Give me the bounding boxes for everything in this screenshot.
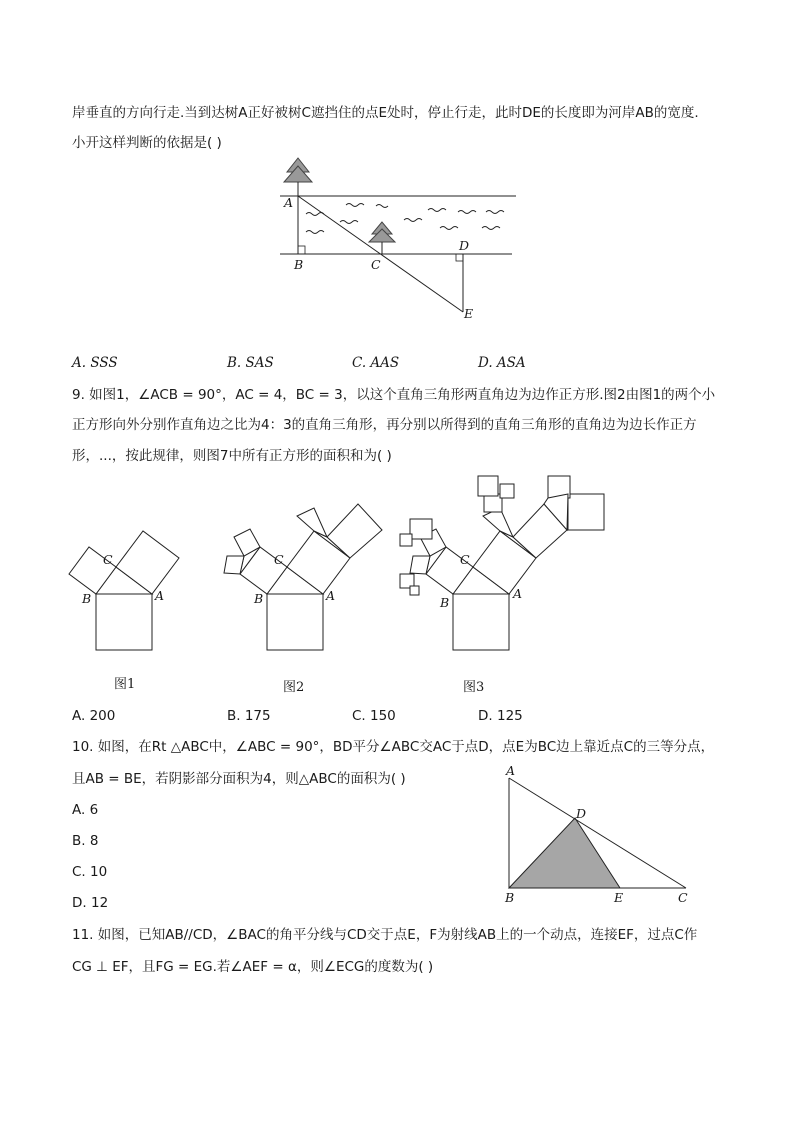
fig2-label-b: B <box>254 591 264 606</box>
q9-option-c[interactable]: C. 150 <box>352 708 396 724</box>
fig3-label-c: C <box>460 552 470 567</box>
fig2-label-a: A <box>326 588 336 603</box>
fig1-label-a: A <box>155 588 165 603</box>
q9-option-a[interactable]: A. 200 <box>72 708 116 724</box>
q8-label-c: C <box>371 257 381 272</box>
q9-text-line1: 9. 如图1，∠ACB = 90°，AC = 4，BC = 3，以这个直角三角形两直角边为边作正方形.图2由图1的两个小 <box>72 387 716 403</box>
q8-text-line1: 岸垂直的方向行走.当到达树A正好被树C遮挡住的点E处时，停止行走，此时DE的长度即为河岸AB的宽度. <box>72 105 699 121</box>
q10-label-a: A <box>506 763 516 778</box>
q10-label-e: E <box>614 890 624 905</box>
q9-option-b[interactable]: B. 175 <box>227 708 271 724</box>
q8-label-a: A <box>284 195 294 210</box>
q10-option-a[interactable]: A. 6 <box>72 802 99 818</box>
fig1-label-b: B <box>82 591 92 606</box>
figure-2-caption: 图2 <box>283 680 305 695</box>
fig3-label-b: B <box>440 595 450 610</box>
q9-text-line2: 正方形向外分别作直角边之比为4：3的直角三角形，再分别以所得到的直角三角形的直角边为边长作正方 <box>72 417 697 433</box>
fig3-label-a: A <box>513 586 523 601</box>
figure-1-caption: 图1 <box>114 677 136 692</box>
q8-text-line2: 小开这样判断的依据是( ) <box>72 135 222 151</box>
q10-label-c: C <box>678 890 688 905</box>
q10-option-d[interactable]: D. 12 <box>72 895 109 911</box>
q8-label-e: E <box>464 306 474 321</box>
q10-label-b: B <box>505 890 515 905</box>
q9-option-d[interactable]: D. 125 <box>478 708 523 724</box>
fig2-label-c: C <box>274 552 284 567</box>
shaded-triangle-bde <box>509 818 620 888</box>
q8-label-b: B <box>294 257 304 272</box>
q10-label-d: D <box>576 806 587 821</box>
q9-text-line3: 形，...，按此规律，则图7中所有正方形的面积和为( ) <box>72 448 392 464</box>
fig1-label-c: C <box>103 552 113 567</box>
q8-option-c[interactable]: C. AAS <box>352 355 400 371</box>
q10-text-line1: 10. 如图，在Rt △ABC中，∠ABC = 90°，BD平分∠ABC交AC于点D，点E为BC边上靠近点C的三等分点， <box>72 739 715 755</box>
figure-3-caption: 图3 <box>463 680 485 695</box>
q8-option-a[interactable]: A. SSS <box>72 355 118 371</box>
q8-option-d[interactable]: D. ASA <box>478 355 526 371</box>
q10-option-b[interactable]: B. 8 <box>72 833 99 849</box>
q10-text-line2: 且AB = BE，若阴影部分面积为4，则△ABC的面积为( ) <box>72 771 406 787</box>
q11-text-line1: 11. 如图，已知AB//CD，∠BAC的角平分线与CD交于点E，F为射线AB上的一个动点，连接EF，过点C作 <box>72 927 698 943</box>
q8-label-d: D <box>459 238 470 253</box>
q8-option-b[interactable]: B. SAS <box>227 355 274 371</box>
q10-option-c[interactable]: C. 10 <box>72 864 108 880</box>
q11-text-line2: CG ⊥ EF，且FG = EG.若∠AEF = α，则∠ECG的度数为( ) <box>72 959 434 975</box>
